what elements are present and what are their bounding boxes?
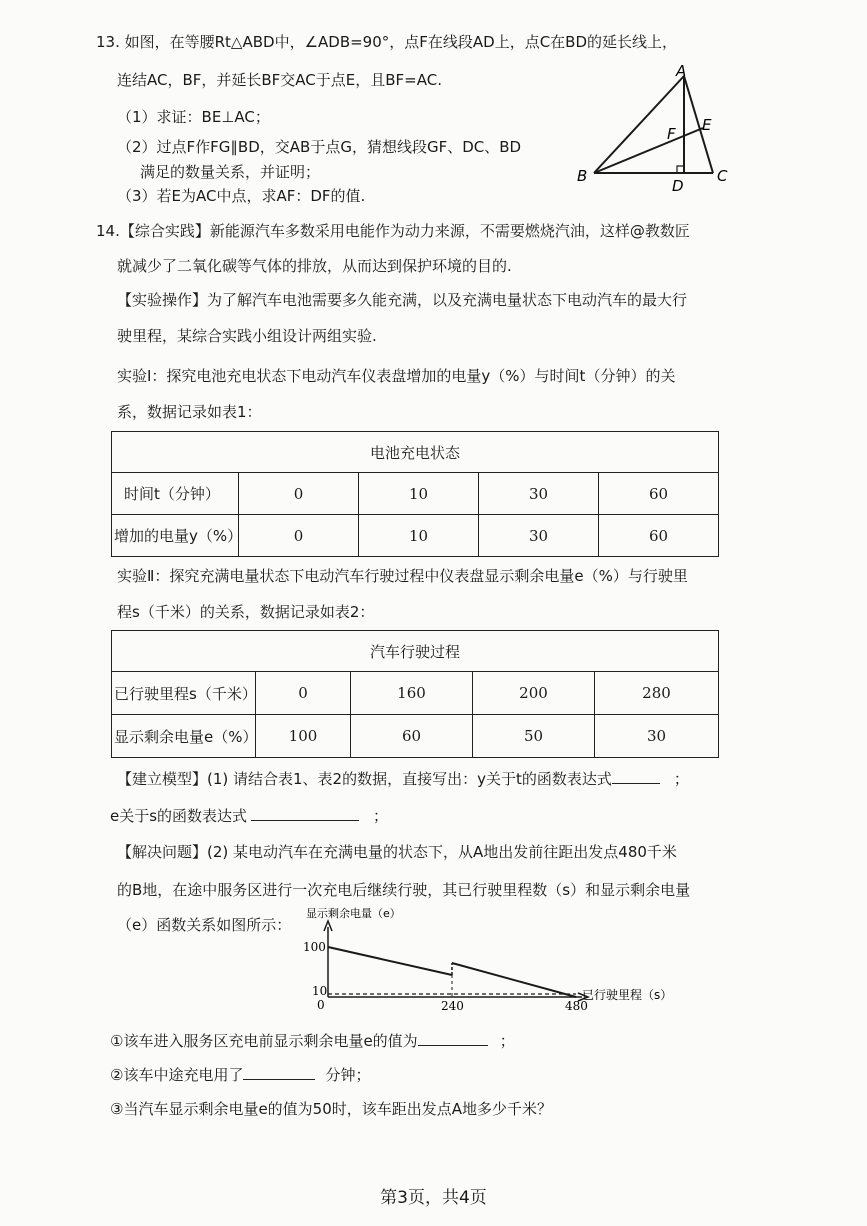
table-cell: 50 — [473, 715, 595, 758]
q14-model1 — [117, 767, 689, 789]
q14-intro2: 就减少了二氧化碳等气体的排放，从而达到保护环境的目的. — [117, 257, 512, 275]
table-cell: 0 — [239, 473, 359, 515]
table-cell: 200 — [473, 672, 595, 715]
model2-end: ； — [373, 807, 389, 825]
answer-blank-1[interactable] — [612, 767, 660, 784]
graph-ylabel: 显示剩余电量（e） — [306, 907, 401, 920]
table-cell: 60 — [599, 473, 719, 515]
table2-title: 汽车行驶过程 — [112, 631, 719, 672]
page-footer: 第3页，共4页 — [380, 1188, 487, 1208]
answer-blank-4[interactable] — [243, 1063, 315, 1080]
q13-part3: （3）若E为AC中点，求AF：DF的值. — [117, 187, 366, 205]
q14-exp-op2: 驶里程，某综合实践小组设计两组实验. — [117, 327, 377, 345]
table-cell: 60 — [599, 515, 719, 557]
table-2 — [111, 630, 719, 758]
table2-row2-label: 显示剩余电量e（%） — [112, 715, 256, 758]
table-cell: 0 — [239, 515, 359, 557]
answer-blank-2[interactable] — [251, 804, 359, 821]
q14-exp2b: 程s（千米）的关系，数据记录如表2： — [117, 603, 375, 621]
model1-end: ； — [673, 770, 689, 788]
table-1 — [111, 431, 719, 557]
table-row — [112, 515, 719, 557]
charge-graph — [300, 905, 690, 1023]
sub2-end: 分钟； — [325, 1066, 371, 1084]
q14-sub3: ③当汽车显示剩余电量e的值为50时，该车距出发点A地多少千米？ — [110, 1100, 553, 1118]
q14-exp1b: 系，数据记录如表1： — [117, 403, 262, 421]
geometry-figure — [565, 64, 745, 196]
sub1-text: ①该车进入服务区充电前显示剩余电量e的值为 — [110, 1032, 418, 1050]
graph-xlabel: 已行驶里程（s） — [582, 988, 673, 1002]
q14-exp1a: 实验Ⅰ：探究电池充电状态下电动汽车仪表盘增加的电量y（%）与时间t（分钟）的关 — [117, 367, 676, 385]
label-E: E — [702, 116, 712, 134]
table1-row2-label: 增加的电量y（%） — [112, 515, 239, 557]
label-A: A — [676, 64, 687, 80]
table-cell: 0 — [256, 672, 351, 715]
table-row — [112, 672, 719, 715]
q13-part1: （1）求证：BE⊥AC； — [117, 108, 270, 126]
label-F: F — [667, 125, 676, 143]
sub1-end: ； — [499, 1032, 515, 1050]
q13-line2: 连结AC，BF，并延长BF交AC于点E，且BF=AC. — [117, 71, 442, 89]
graph-ytick-100: 100 — [303, 940, 326, 954]
sub2-text: ②该车中途充电用了 — [110, 1066, 244, 1084]
model1-text: 【建立模型】(1) 请结合表1、表2的数据，直接写出：y关于t的函数表达式 — [117, 770, 612, 788]
label-D: D — [672, 177, 684, 195]
table-row — [112, 715, 719, 758]
graph-origin: 0 — [317, 998, 325, 1012]
q13-part2a: （2）过点F作FG∥BD，交AB于点G，猜想线段GF、DC、BD — [117, 138, 522, 156]
q14-exp2a: 实验Ⅱ：探究充满电量状态下电动汽车行驶过程中仪表盘显示剩余电量e（%）与行驶里 — [117, 567, 688, 585]
label-B: B — [577, 167, 588, 185]
table-cell: 30 — [479, 473, 599, 515]
table-cell: 10 — [359, 473, 479, 515]
q14-solve3: （e）函数关系如图所示： — [117, 916, 292, 934]
q14-model2 — [110, 804, 388, 826]
graph-xtick-240: 240 — [441, 999, 464, 1013]
table1-row1-label: 时间t（分钟） — [112, 473, 239, 515]
table1-title: 电池充电状态 — [112, 432, 719, 473]
table2-row1-label: 已行驶里程s（千米） — [112, 672, 256, 715]
table-cell: 10 — [359, 515, 479, 557]
model2-text: e关于s的函数表达式 — [110, 807, 248, 825]
q14-solve2: 的B地，在途中服务区进行一次充电后继续行驶，其已行驶里程数（s）和显示剩余电量 — [117, 881, 691, 899]
graph-ytick-10: 10 — [312, 984, 328, 998]
table-cell: 160 — [351, 672, 473, 715]
q14-exp-op1: 【实验操作】为了解汽车电池需要多久能充满，以及充满电量状态下电动汽车的最大行 — [117, 291, 688, 309]
q14-sub2 — [110, 1063, 370, 1085]
answer-blank-3[interactable] — [418, 1029, 488, 1046]
graph-xtick-480: 480 — [565, 999, 588, 1013]
table-cell: 280 — [595, 672, 719, 715]
table-cell: 30 — [479, 515, 599, 557]
table-row — [112, 473, 719, 515]
q14-sub1 — [110, 1029, 515, 1051]
table-cell: 100 — [256, 715, 351, 758]
q13-line1: 13. 如图，在等腰Rt△ABD中，∠ADB=90°，点F在线段AD上，点C在BD的延长线上， — [96, 33, 678, 51]
q14-intro1: 14.【综合实践】新能源汽车多数采用电能作为动力来源，不需要燃烧汽油，这样@教数匠 — [96, 222, 690, 240]
q13-part2b: 满足的数量关系，并证明； — [140, 163, 321, 181]
q14-solve1: 【解决问题】(2) 某电动汽车在充满电量的状态下，从A地出发前往距出发点480千米 — [117, 843, 677, 861]
table-cell: 30 — [595, 715, 719, 758]
label-C: C — [717, 167, 728, 185]
table-cell: 60 — [351, 715, 473, 758]
